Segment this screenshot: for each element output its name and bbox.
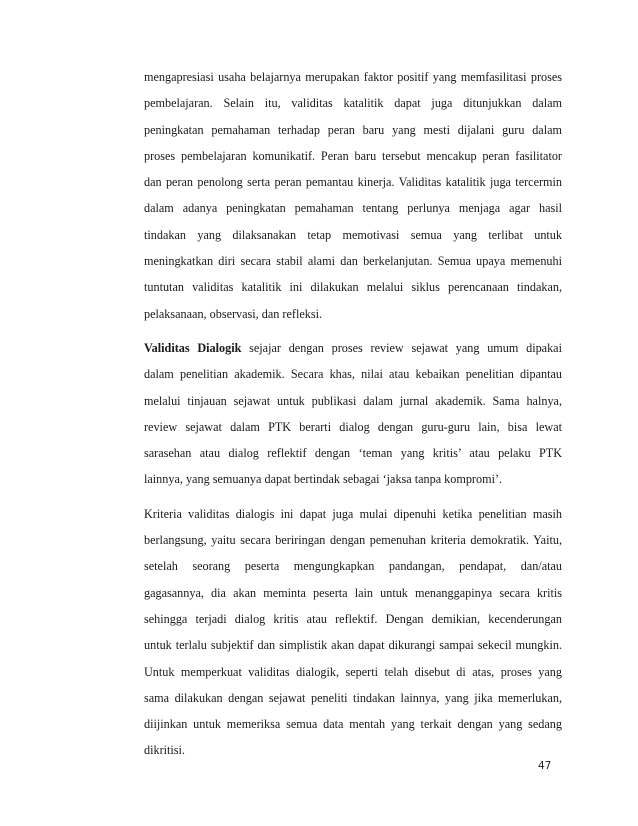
paragraph-spacer bbox=[144, 493, 562, 501]
text-line: sehingga terjadi dialog kritis atau reflektif. Dengan demikian, kecenderungan bbox=[144, 611, 562, 626]
text-line: tuntutan validitas katalitik ini dilakukan melalui siklus perencanaan tindakan, bbox=[144, 280, 562, 295]
text-line: berlangsung, yaitu secara beriringan dengan pemenuhan kriteria demokratik. Yaitu, bbox=[144, 533, 562, 548]
text-line: pembelajaran. Selain itu, validitas katalitik dapat juga ditunjukkan dalam bbox=[144, 96, 562, 111]
text-line: peningkatan pemahaman terhadap peran baru yang mesti dijalani guru dalam bbox=[144, 122, 562, 137]
text-line: sarasehan atau dialog reflektif dengan ‘teman yang kritis’ atau pelaku PTK bbox=[144, 446, 562, 461]
text-line: diijinkan untuk memeriksa semua data mentah yang terkait dengan yang sedang bbox=[144, 717, 562, 732]
text-line: review sejawat dalam PTK berarti dialog dengan guru-guru lain, bisa lewat bbox=[144, 419, 562, 434]
paragraph-dialogic-validity bbox=[144, 335, 562, 493]
text-line: proses pembelajaran komunikatif. Peran baru tersebut mencakup peran fasilitator bbox=[144, 148, 562, 163]
page-number: 47 bbox=[538, 760, 552, 772]
text-line: pelaksanaan, observasi, dan refleksi. bbox=[144, 306, 323, 321]
text-line: untuk terlalu subjektif dan simplistik akan dapat dikurangi sampai sekecil mungkin. bbox=[144, 638, 562, 653]
paragraph-spacer bbox=[144, 327, 562, 335]
text-line: melalui tinjauan sejawat untuk publikasi dalam jurnal akademik. Sama halnya, bbox=[144, 393, 562, 408]
text-line: lainnya, yang semuanya dapat bertindak sebagai ‘jaksa tanpa kompromi’. bbox=[144, 472, 503, 487]
text-line: tindakan yang dilaksanakan tetap memotivasi semua yang terlibat untuk bbox=[144, 227, 562, 242]
text-line: dalam adanya peningkatan pemahaman tentang perlunya menjaga agar hasil bbox=[144, 201, 562, 216]
paragraph-dialogic-criteria bbox=[144, 501, 562, 764]
text-line: Kriteria validitas dialogis ini dapat juga mulai dipenuhi ketika penelitian masih bbox=[144, 506, 562, 521]
page-body bbox=[144, 64, 562, 764]
text-fragment: sejajar dengan proses review sejawat yang umum dipakai bbox=[241, 340, 562, 355]
paragraph-catalytic-validity bbox=[144, 64, 562, 327]
text-line: Untuk memperkuat validitas dialogik, seperti telah disebut di atas, proses yang bbox=[144, 664, 562, 679]
text-line: dalam penelitian akademik. Secara khas, nilai atau kebaikan penelitian dipantau bbox=[144, 367, 562, 382]
bold-term: Validitas Dialogik bbox=[144, 340, 242, 355]
text-line: setelah seorang peserta mengungkapkan pandangan, pendapat, dan/atau bbox=[144, 559, 562, 574]
text-line: meningkatkan diri secara stabil alami dan berkelanjutan. Semua upaya memenuhi bbox=[144, 254, 562, 269]
text-line: mengapresiasi usaha belajarnya merupakan faktor positif yang memfasilitasi proses bbox=[144, 70, 562, 84]
text-line-with-term bbox=[144, 335, 562, 361]
text-line: dikritisi. bbox=[144, 743, 185, 758]
text-line: dan peran penolong serta peran pemantau kinerja. Validitas katalitik juga tercermin bbox=[144, 175, 562, 190]
text-line: gagasannya, dia akan meminta peserta lain untuk menanggapinya secara kritis bbox=[144, 585, 562, 600]
text-line: sama dilakukan dengan sejawat peneliti tindakan lainnya, yang jika memerlukan, bbox=[144, 690, 562, 705]
